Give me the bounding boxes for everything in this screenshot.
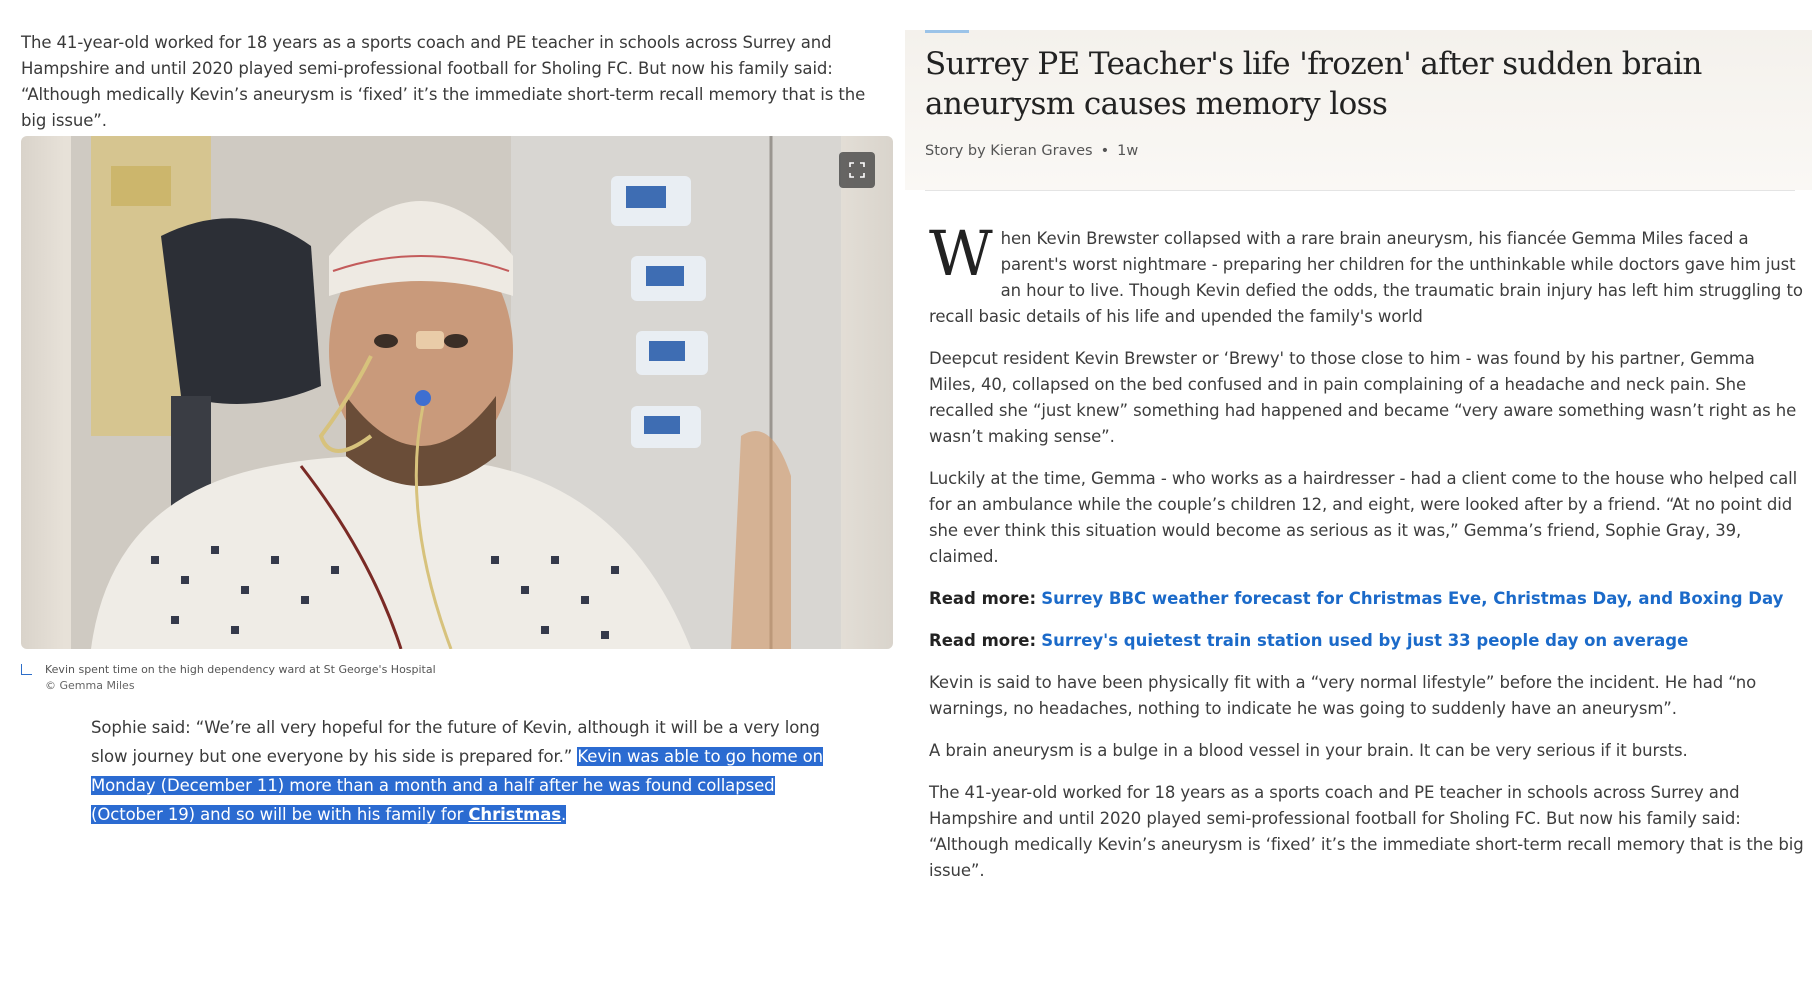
caption-corner-icon (21, 664, 32, 675)
selected-text-end: . (561, 805, 567, 824)
header-divider (925, 190, 1795, 191)
expand-image-button[interactable] (839, 152, 875, 188)
article-body (929, 217, 1805, 900)
byline-separator: • (1100, 143, 1110, 159)
header-accent (925, 30, 969, 33)
left-article-column (21, 30, 893, 134)
expand-icon (839, 152, 875, 188)
article-header (905, 30, 1812, 190)
read-more-link-1[interactable]: Surrey BBC weather forecast for Christmas Eve, Christmas Day, and Boxing Day (1041, 589, 1784, 608)
article-paragraph-3: Luckily at the time, Gemma - who works as a hairdresser - had a client come to the house who helped call for an ambulance while the couple’s children 12, and eight, were looked after by a friend. “At no point did she ever think this situation would become as serious as it was,” Gemma’s friend, Sophie Gray, 39, claimed. (929, 469, 1798, 566)
selected-text-body: Kevin was able to go home on Monday (December 11) more than a month and a half after he was found collapsed (October 19) and so will be with his family for (91, 747, 824, 824)
article-headline: Surrey PE Teacher's life 'frozen' after sudden brain aneurysm causes memory loss (925, 46, 1702, 122)
intro-paragraph: The 41-year-old worked for 18 years as a sports coach and PE teacher in schools across Surrey and Hampshire and until 2020 played semi-professional football for Sholing FC. But now his family said: “Although medically Kevin’s aneurysm is ‘fixed’ it’s the immediate short-term recall memory that is the big issue”. (21, 33, 866, 130)
photo-content (71, 136, 841, 649)
read-more-2 (929, 628, 1805, 654)
article-paragraph-2: Deepcut resident Kevin Brewster or ‘Brewy' to those close to him - was found by his partner, Gemma Miles, 40, collapsed on the bed confused and in pain complaining of a headache and neck pain. She recalled she “just knew” something had happened and became “very aware something wasn’t right as he wasn’t making sense”. (929, 349, 1797, 446)
article-paragraph-4: Kevin is said to have been physically fit with a “very normal lifestyle” before the incident. He had “no warnings, no headaches, nothing to indicate he was going to suddenly have an aneurysm”. (929, 673, 1757, 718)
christmas-link[interactable]: Christmas (468, 805, 562, 824)
article-photo[interactable] (21, 136, 893, 649)
article-paragraph-5: A brain aneurysm is a bulge in a blood vessel in your brain. It can be very serious if it bursts. (929, 741, 1688, 760)
caption-credit: © Gemma Miles (45, 679, 135, 692)
hospital-photo-illustration (71, 136, 841, 649)
quote-paragraph (91, 713, 851, 829)
article-paragraph-1 (929, 217, 1805, 330)
read-more-label: Read more: (929, 631, 1037, 650)
drop-cap: W (929, 217, 993, 290)
right-article-panel (905, 30, 1812, 1004)
byline (925, 143, 1138, 159)
read-more-label: Read more: (929, 589, 1037, 608)
caption-text: Kevin spent time on the high dependency ward at St George's Hospital (45, 663, 436, 676)
byline-author[interactable]: Story by Kieran Graves (925, 143, 1093, 159)
article-paragraph-6: The 41-year-old worked for 18 years as a sports coach and PE teacher in schools across Surrey and Hampshire and until 2020 played semi-professional football for Sholing FC. But now his family said: “Although medically Kevin’s aneurysm is ‘fixed’ it’s the immediate short-term recall memory that is the big issue”. (929, 783, 1804, 880)
quote-start: Sophie said: “We’re all very hopeful for the future of Kevin, although it will be a very long slow journey but one everyone by his side is prepared for.” (91, 718, 820, 766)
read-more-link-2[interactable]: Surrey's quietest train station used by just 33 people day on average (1041, 631, 1689, 650)
byline-time: 1w (1117, 143, 1139, 159)
paragraph-1-text: hen Kevin Brewster collapsed with a rare brain aneurysm, his fiancée Gemma Miles faced a parent's worst nightmare - preparing her children for the unthinkable while doctors gave him just an hour to live. Though Kevin defied the odds, the traumatic brain injury has left him struggling to recall basic details of his life and upended the family's world (929, 229, 1803, 326)
read-more-1 (929, 586, 1805, 612)
